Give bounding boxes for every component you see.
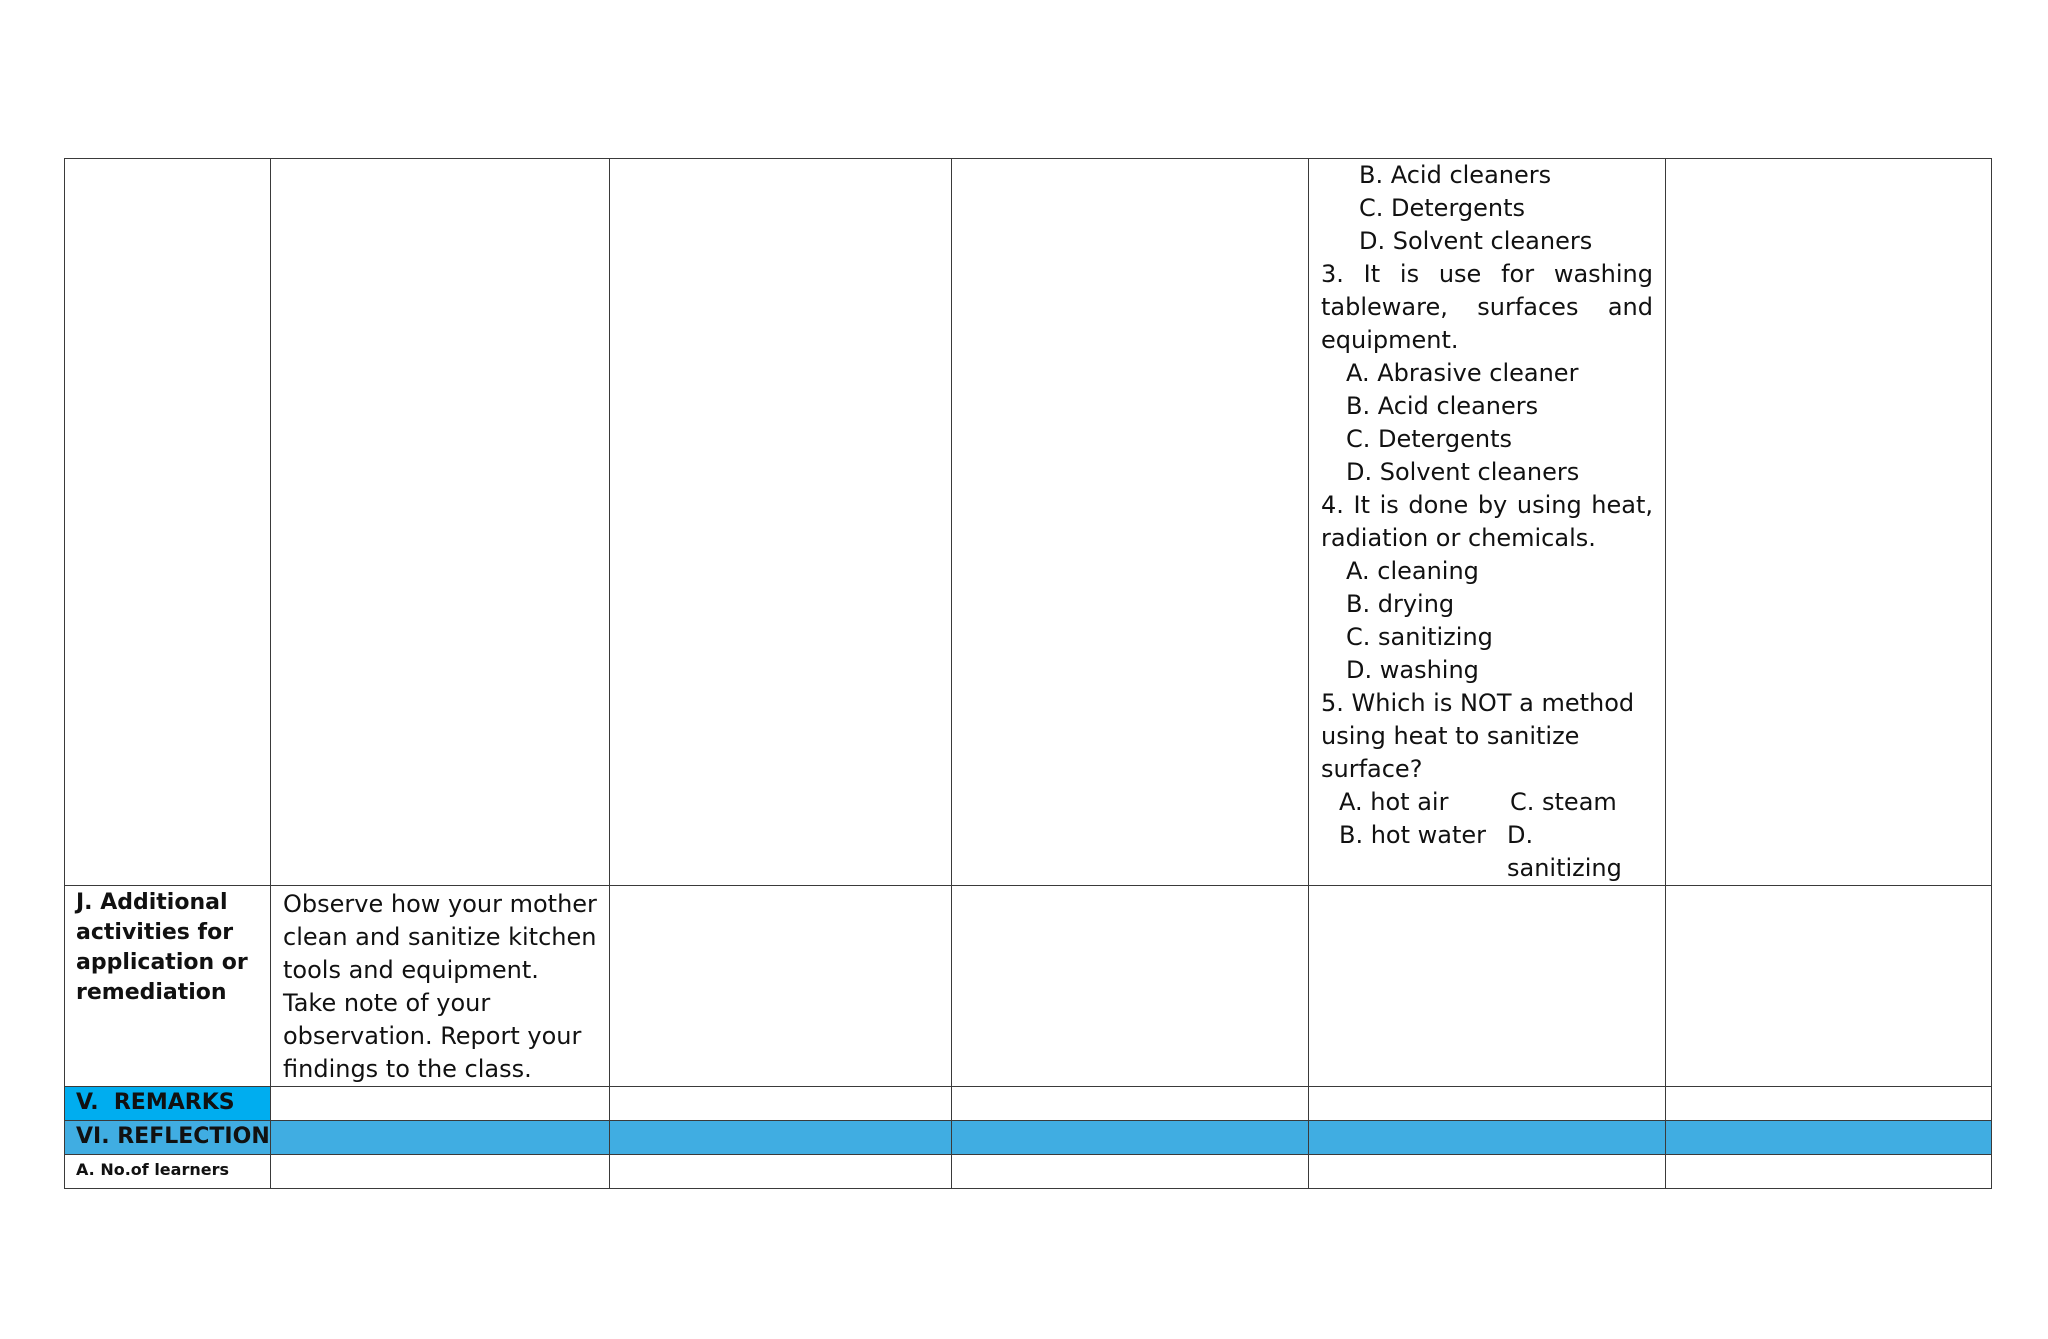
q3-stem: 3. It is use for washing tableware, surfaces and equipment. (1321, 260, 1653, 354)
cell-remarks-day3 (952, 1087, 1309, 1121)
cell-quiz (1309, 159, 1666, 886)
cell-remarks-day2 (610, 1087, 952, 1121)
remarks-heading: V. REMARKS (76, 1090, 235, 1115)
cell-remarks-day4 (1309, 1087, 1666, 1121)
q3-option-b: B. Acid cleaners (1346, 392, 1539, 420)
cell-day5-empty (1666, 159, 1992, 886)
cell-reflection-day3 (952, 1121, 1309, 1155)
table-row-assessment (65, 159, 1992, 886)
learners-label: A. No.of learners (76, 1160, 229, 1179)
table-row-additional-activities (65, 886, 1992, 1087)
cell-additional-day5 (1666, 886, 1992, 1087)
lesson-plan-table (64, 158, 1992, 1189)
table-row-learners (65, 1155, 1992, 1189)
table-row-reflection (65, 1121, 1992, 1155)
q5-option-c: C. steam (1510, 788, 1617, 816)
q2-option-d: D. Solvent cleaners (1359, 227, 1593, 255)
q5-stem-line3: surface? (1321, 755, 1423, 783)
cell-additional-day4 (1309, 886, 1666, 1087)
cell-learners-day3 (952, 1155, 1309, 1189)
cell-day3-empty (952, 159, 1309, 886)
cell-reflection-day2 (610, 1121, 952, 1155)
q5-option-b: B. hot water (1339, 821, 1487, 849)
cell-learners-day2 (610, 1155, 952, 1189)
cell-day1-empty (271, 159, 610, 886)
q5-option-a: A. hot air (1339, 788, 1449, 816)
q2-option-c: C. Detergents (1359, 194, 1526, 222)
cell-label-empty (65, 159, 271, 886)
cell-reflection-label (65, 1121, 271, 1155)
additional-activities-label: J. Additional activities for application or remediation (76, 890, 248, 1005)
q5-options-row1 (1321, 786, 1653, 819)
cell-remarks-day1 (271, 1087, 610, 1121)
cell-learners-day5 (1666, 1155, 1992, 1189)
q4-stem: 4. It is done by using heat, radiation or chemicals. (1321, 491, 1653, 552)
cell-reflection-day5 (1666, 1121, 1992, 1155)
cell-additional-day3 (952, 886, 1309, 1087)
table-row-remarks (65, 1087, 1992, 1121)
q4-option-d: D. washing (1346, 656, 1479, 684)
q3-option-c: C. Detergents (1346, 425, 1513, 453)
q4-option-a: A. cleaning (1346, 557, 1479, 585)
cell-reflection-day1 (271, 1121, 610, 1155)
cell-additional-text (271, 886, 610, 1087)
cell-additional-label (65, 886, 271, 1087)
q4-option-c: C. sanitizing (1346, 623, 1493, 651)
reflection-heading: VI. REFLECTION (76, 1124, 270, 1149)
quiz-content (1309, 159, 1665, 885)
cell-learners-day4 (1309, 1155, 1666, 1189)
cell-reflection-day4 (1309, 1121, 1666, 1155)
cell-day2-empty (610, 159, 952, 886)
cell-learners-label (65, 1155, 271, 1189)
q3-option-d: D. Solvent cleaners (1346, 458, 1580, 486)
q5-stem-line2: using heat to sanitize (1321, 722, 1580, 750)
q5-options-row2 (1321, 819, 1653, 885)
cell-learners-day1 (271, 1155, 610, 1189)
q5-option-d: D. sanitizing (1506, 821, 1622, 882)
cell-remarks-label (65, 1087, 271, 1121)
cell-remarks-day5 (1666, 1087, 1992, 1121)
q2-option-b: B. Acid cleaners (1359, 161, 1552, 189)
additional-activities-text: Observe how your mother clean and sanitize kitchen tools and equipment. Take note of your observation. Report your findings to the class. (283, 890, 597, 1083)
q3-option-a: A. Abrasive cleaner (1346, 359, 1579, 387)
q4-option-b: B. drying (1346, 590, 1455, 618)
cell-additional-day2 (610, 886, 952, 1087)
q5-stem-line1: 5. Which is NOT a method (1321, 689, 1635, 717)
